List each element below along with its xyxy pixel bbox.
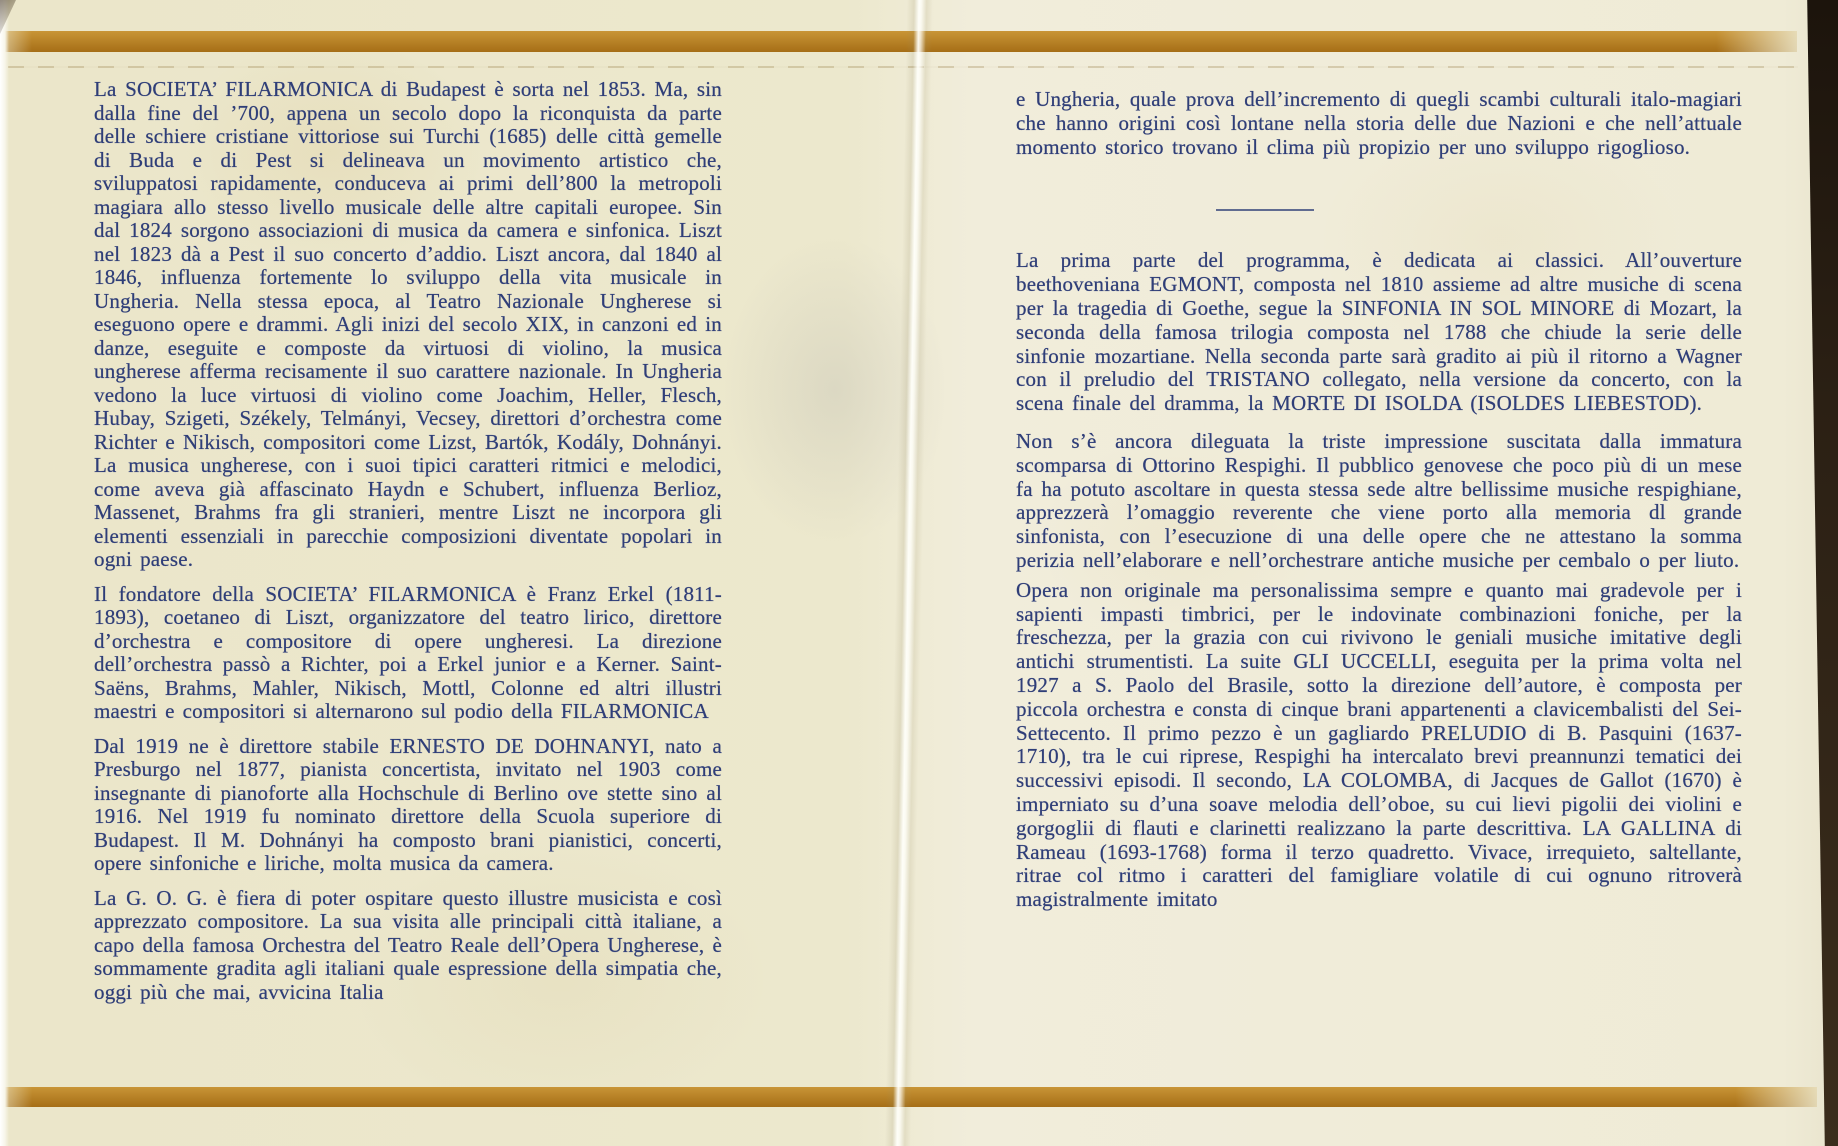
- paragraph-gog-welcome: La G. O. G. è fiera di poter ospitare questo illustre musicista e così apprezzato compositore. La sua visita alle principali città italiane, a capo della famosa Orchestra del Teatro Reale dell’Opera Ungherese, è sommamente gradita agli italiani quale espressione della simpatia che, oggi più che mai, avvicina Italia: [94, 885, 722, 1004]
- scan-edge-right: [1794, 0, 1838, 1146]
- paragraph-gli-uccelli: Opera non originale ma personalissima sempre e quanto mai gradevole per i sapienti impasti timbrici, per le indovinate combinazioni foniche, per la freschezza, per la grazia con cui rivivono le geniali musiche imitative degli antichi strumentisti. La suite GLI UCCELLI, eseguita per la prima volta nel 1927 a S. Paolo del Brasile, sotto la direzione dell’autore, è composta per piccola orchestra e consta di cinque brani appartenenti a clavicembalisti del Sei-Settecento. Il primo pezzo è un gagliardo PRELUDIO di B. Pasquini (1637-1710), tra le cui riprese, Respighi ha intercalato brevi preannunzi tematici dei successivi episodi. Il secondo, LA COLOMBA, di Jacques de Gallot (1670) è imperniato su d’una soave melodia dell’oboe, su cui lievi pigolii dei violini e gorgoglii di flauti e clarinetti realizzano la parte descrittiva. LA GALLINA di Rameau (1693-1768) forma il terzo quadretto. Vivace, irrequieto, saltellante, ritrae col ritmo i caratteri del famigliare volatile di cui ognuno ritroverà magistralmente imitato: [1016, 577, 1742, 912]
- horizontal-paper-crease: [8, 66, 1798, 68]
- scan-edge-left: [0, 0, 9, 1146]
- section-divider-rule: [1216, 209, 1314, 211]
- paragraph-dohnanyi-bio: Dal 1919 ne è direttore stabile ERNESTO DE DOHNANYI, nato a Presburgo nel 1877, pianista concertista, invitato nel 1903 come insegnante di pianoforte alla Hochschule di Berlino ove stette sino al 1916. Nel 1919 fu nominato direttore della Scuola superiore di Budapest. Il M. Dohnányi ha composto brani pianistici, concerti, opere sinfoniche e liriche, molta musica da camera.: [94, 733, 722, 875]
- center-fold-crease: [885, 0, 933, 1146]
- page-left: [94, 78, 722, 1015]
- page-right: [1016, 88, 1742, 912]
- gold-band-top: [5, 31, 1797, 52]
- paragraph-program-classics: La prima parte del programma, è dedicata ai classici. All’ouverture beethoveniana EGMONT, composta nel 1810 assieme ad altre musiche di scena per la tragedia di Goethe, segue la SINFONIA IN SOL MINORE di Mozart, la seconda della famosa trilogia composta nel 1788 che chiude la serie delle sinfonie mozartiane. Nella seconda parte sarà gradito ai più il ritorno a Wagner con il preludio del TRISTANO collegato, nella versione da concerto, con la scena finale del dramma, la MORTE DI ISOLDA (ISOLDES LIEBESTOD).: [1016, 248, 1742, 416]
- paragraph-italy-hungary: e Ungheria, quale prova dell’incremento di quegli scambi culturali italo-magiari che hanno origini così lontane nella storia delle due Nazioni e che nell’attuale momento storico trovano il clima più propizio per uno sviluppo rigoglioso.: [1016, 87, 1742, 159]
- paragraph-respighi-tribute: Non s’è ancora dileguata la triste impressione suscitata dalla immatura scomparsa di Ottorino Respighi. Il pubblico genovese che poco più di un mese fa ha potuto ascoltare in questa stessa sede altre bellissime musiche respighiane, apprezzerà l’omaggio reverente che viene porto alla memoria dl grande sinfonista, con l’esecuzione di una delle opere che ne attestano la somma perizia nell’elaborare e nell’orchestrare antiche musiche per cembalo o per liuto.: [1016, 428, 1742, 572]
- paragraph-founder-erkel: Il fondatore della SOCIETA’ FILARMONICA è Franz Erkel (1811-1893), coetaneo di Liszt, organizzatore del teatro lirico, direttore d’orchestra e compositore di opere ungheresi. La direzione dell’orchestra passò a Richter, poi a Erkel junior e a Kerner. Saint-Saëns, Brahms, Mahler, Nikisch, Mottl, Colonne ed altri illustri maestri e compositori si alternarono sul podio della FILARMONICA: [94, 581, 722, 723]
- paragraph-philharmonic-history: La SOCIETA’ FILARMONICA di Budapest è sorta nel 1853. Ma, sin dalla fine del ’700, appena un secolo dopo la riconquista da parte delle schiere cristiane vittoriose sui Turchi (1685) delle città gemelle di Buda e di Pest si delineava un movimento artistico che, sviluppatosi rapidamente, conduceva ai primi dell’800 la metropoli magiara allo stesso livello musicale delle altre capitali europee. Sin dal 1824 sorgono associazioni di musica da camera e sinfonica. Liszt nel 1823 dà a Pest il suo concerto d’addio. Liszt ancora, dal 1840 al 1846, influenza fortemente lo sviluppo della vita musicale in Ungheria. Nella stessa epoca, al Teatro Nazionale Ungherese si eseguono opere e drammi. Agli inizi del secolo XIX, in canzoni ed in danze, eseguite e composte da virtuosi di violino, la musica ungherese afferma recisamente il suo carattere nazionale. In Ungheria vedono la luce virtuosi di violino come Joachim, Heller, Flesch, Hubay, Szigeti, Székely, Telmányi, Vecsey, direttori d’orchestra come Richter e Nikisch, compositori come Lizst, Bartók, Kodály, Dohnányi. La musica ungherese, con i suoi tipici caratteri ritmici e melodici, come aveva già affascinato Haydn e Schubert, influenza Berlioz, Massenet, Brahms fra gli stranieri, mentre Liszt ne incorpora gli elementi essenziali in parecchie composizioni diventate popolari in ogni paese.: [94, 77, 722, 571]
